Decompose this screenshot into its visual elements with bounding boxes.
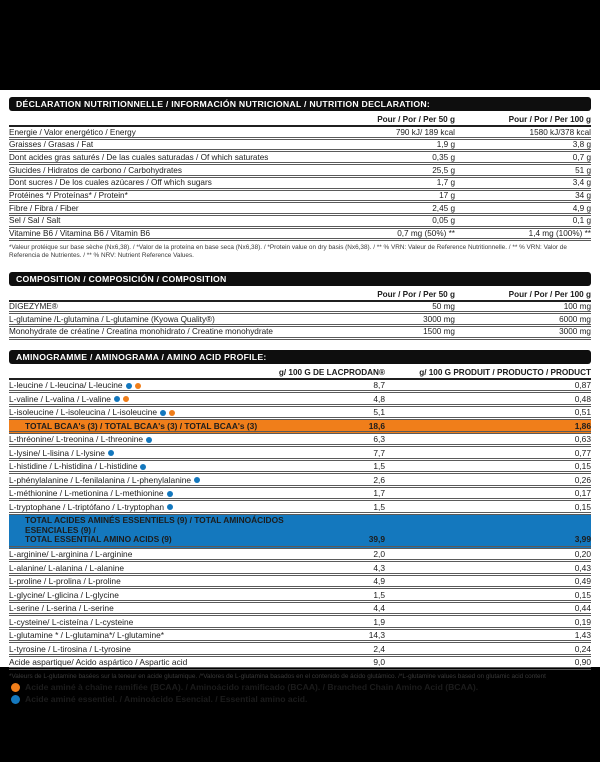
table-row xyxy=(9,603,591,617)
row-value-lacprodan: 4,4 xyxy=(373,603,385,614)
column-header-per-100g: Pour / Por / Per 100 g xyxy=(508,115,591,124)
row-value-50g: 3000 mg xyxy=(423,314,455,324)
row-label: L-thréonine/ L-treonina / L-threonine xyxy=(9,434,144,445)
table-row xyxy=(9,165,591,178)
table-row xyxy=(9,589,591,603)
row-value-50g: 0,7 mg (50%) ** xyxy=(397,229,455,239)
row-value-50g: 1,9 g xyxy=(436,140,455,150)
essential-dot-icon xyxy=(126,383,132,389)
row-label: L-alanine/ L-alanina / L-alanine xyxy=(9,562,125,573)
row-value-product: 0,87 xyxy=(574,380,591,391)
row-value-lacprodan: 39,9 xyxy=(368,534,385,545)
row-value-product: 1,43 xyxy=(574,630,591,641)
table-row xyxy=(9,576,591,590)
row-value-product: 0,15 xyxy=(574,589,591,600)
row-label: L-arginine/ L-arginina / L-arginine xyxy=(9,549,133,560)
row-label-line2: TOTAL ESSENTIAL AMINO ACIDS (9) xyxy=(25,534,172,545)
legend-bcaa-text: Acide aminé à chaîne ramifiée (BCAA). / Aminoácido ramificado (BCAA). / Branched Chain Amino Acid (BCAA). xyxy=(25,681,479,692)
section-header-nutrition-declaration: DÉCLARATION NUTRITIONNELLE / INFORMACIÓN NUTRICIONAL / NUTRITION DECLARATION: xyxy=(9,97,591,111)
row-value-product: 0,63 xyxy=(574,434,591,445)
row-value-lacprodan: 2,6 xyxy=(373,474,385,485)
row-label: L-tryptophane / L-triptófano / L-tryptophan xyxy=(9,501,165,512)
column-header-per-100g: Pour / Por / Per 100 g xyxy=(508,289,591,299)
row-value-lacprodan: 4,3 xyxy=(373,562,385,573)
table-row xyxy=(9,327,591,340)
table-row xyxy=(9,630,591,644)
row-label: L-méthionine / L-metionina / L-methionine xyxy=(9,488,164,499)
essential-dot-icon xyxy=(146,437,152,443)
total-essential-row xyxy=(9,515,591,549)
row-label: Acide aspartique/ Acido aspártico / Aspartic acid xyxy=(9,657,188,668)
row-label: L-glutamine /L-glutamina / L-glutamine (Kyowa Quality®) xyxy=(9,314,215,324)
row-value-100g: 0,7 g xyxy=(572,152,591,162)
row-value-lacprodan: 2,0 xyxy=(373,549,385,560)
row-value-lacprodan: 9,0 xyxy=(373,657,385,668)
table-row xyxy=(9,393,591,407)
row-value-50g: 25,5 g xyxy=(432,165,455,175)
row-value-100g: 1,4 mg (100%) ** xyxy=(528,229,591,239)
spacer xyxy=(9,340,591,350)
table-row xyxy=(9,314,591,327)
table-row xyxy=(9,302,591,315)
row-value-100g: 100 mg xyxy=(563,302,591,312)
amino-footnote: *Valeurs de L-glutamine basées sur la teneur en acide glutamique. /*Valores de L-glutamina basados en el contenido de ácido glutámico. /*L-glutamine values based on glutamic acid content xyxy=(9,673,546,681)
row-label: L-cysteine/ L-cisteína / L-cysteine xyxy=(9,616,134,627)
row-value-100g: 0,1 g xyxy=(572,216,591,226)
row-value-product: 0,49 xyxy=(574,576,591,587)
row-value-product: 0,44 xyxy=(574,603,591,614)
row-value-50g: 1500 mg xyxy=(423,327,455,337)
table-row xyxy=(9,178,591,191)
row-value-50g: 790 kJ/ 189 kcal xyxy=(395,127,455,137)
row-value-50g: 0,05 g xyxy=(432,216,455,226)
row-label: L-tyrosine / L-tirosina / L-tyrosine xyxy=(9,643,131,654)
row-value-100g: 34 g xyxy=(575,191,591,201)
row-value-100g: 3,4 g xyxy=(572,178,591,188)
row-value-50g: 17 g xyxy=(439,191,455,201)
row-value-lacprodan: 4,8 xyxy=(373,393,385,404)
row-label: L-glutamine * / L-glutamina*/ L-glutamine* xyxy=(9,630,165,641)
column-header-per-50g: Pour / Por / Per 50 g xyxy=(377,289,455,299)
row-value-lacprodan: 8,7 xyxy=(373,380,385,391)
row-value-product: 0,90 xyxy=(574,657,591,668)
table-row xyxy=(9,407,591,421)
table-row xyxy=(9,380,591,394)
row-value-lacprodan: 1,5 xyxy=(373,589,385,600)
essential-dot-icon xyxy=(194,477,200,483)
row-label: Fibre / Fibra / Fiber xyxy=(9,203,79,213)
table-row xyxy=(9,501,591,515)
row-value-lacprodan: 5,1 xyxy=(373,407,385,418)
row-value-lacprodan: 4,9 xyxy=(373,576,385,587)
row-value-product: 0,15 xyxy=(574,461,591,472)
essential-dot-icon xyxy=(167,504,173,510)
row-value-lacprodan: 2,4 xyxy=(373,643,385,654)
table-row xyxy=(9,434,591,448)
table-row xyxy=(9,152,591,165)
row-value-product: 0,77 xyxy=(574,447,591,458)
row-value-lacprodan: 14,3 xyxy=(368,630,385,641)
row-value-100g: 6000 mg xyxy=(559,314,591,324)
essential-dot-icon xyxy=(160,410,166,416)
table-row xyxy=(9,562,591,576)
table-row xyxy=(9,229,591,242)
row-label-line1: TOTAL ACIDES AMINÉS ESSENTIELS (9) / TOTAL AMINOÁCIDOS ESENCIALES (9) / xyxy=(25,515,284,535)
row-label: L-isoleucine / L-isoleucina / L-isoleucine xyxy=(9,407,158,418)
row-value-lacprodan: 6,3 xyxy=(373,434,385,445)
row-value-product: 0,24 xyxy=(574,643,591,654)
row-label: Monohydrate de créatine / Creatina monohidrato / Creatine monohydrate xyxy=(9,327,273,337)
row-value-product: 1,86 xyxy=(574,420,591,431)
row-value-100g: 3,8 g xyxy=(572,140,591,150)
spacer xyxy=(9,260,591,272)
composition-column-headers xyxy=(9,286,591,302)
row-label: Vitamine B6 / Vitamina B6 / Vitamin B6 xyxy=(9,229,151,239)
table-row xyxy=(9,216,591,229)
essential-dot-icon xyxy=(108,450,114,456)
table-row xyxy=(9,474,591,488)
row-value-100g: 3000 mg xyxy=(559,327,591,337)
row-value-50g: 50 mg xyxy=(432,302,455,312)
nutrition-footnote: *Valeur protéique sur base sèche (Nx6,38). / *Valor de la proteína en base seca (Nx6,38). / *Protein value on dry basis (Nx6,38). / ** % VRN: Valeur de Reference Nutritionnelle. / ** % VRN: Valor de Referencia de Nutrientes. / ** % NRV: Nutrient Reference Values. xyxy=(9,244,567,259)
row-value-product: 0,48 xyxy=(574,393,591,404)
row-label: Graisses / Grasas / Fat xyxy=(9,140,94,150)
row-value-100g: 4,9 g xyxy=(572,203,591,213)
row-value-50g: 0,35 g xyxy=(432,152,455,162)
table-row xyxy=(9,127,591,140)
table-row xyxy=(9,461,591,475)
row-value-lacprodan: 1,5 xyxy=(373,501,385,512)
row-label: Protéines */ Proteínas* / Protein* xyxy=(9,191,128,201)
nutrition-label-panel xyxy=(0,90,600,704)
row-label: L-histidine / L-histidina / L-histidine xyxy=(9,461,138,472)
row-label: DIGEZYME® xyxy=(9,302,58,312)
row-label: L-serine / L-serina / L-serine xyxy=(9,603,114,614)
row-value-product: 0,17 xyxy=(574,488,591,499)
row-value-lacprodan: 18,6 xyxy=(368,420,385,431)
row-value-product: 0,20 xyxy=(574,549,591,560)
row-label: Energie / Valor energético / Energy xyxy=(9,127,136,137)
row-label: TOTAL BCAA's (3) / TOTAL BCAA's (3) / TOTAL BCAA's (3) xyxy=(25,420,258,431)
row-label: L-leucine / L-leucina/ L-leucine xyxy=(9,380,123,391)
legend-bcaa xyxy=(9,682,591,693)
table-row xyxy=(9,549,591,563)
section-header-composition: COMPOSITION / COMPOSICIÓN / COMPOSITION xyxy=(9,272,591,286)
essential-dot-icon xyxy=(11,695,20,704)
row-label: Dont sucres / De los cuales azúcares / Off which sugars xyxy=(9,178,212,188)
row-label: L-lysine/ L-lisina / L-lysine xyxy=(9,447,105,458)
nutrition-column-headers xyxy=(9,111,591,127)
row-label: Sel / Sal / Salt xyxy=(9,216,61,226)
row-label: L-phénylalanine / L-fenilalanina / L-phenylalanine xyxy=(9,474,192,485)
row-value-product: 0,15 xyxy=(574,501,591,512)
total-bcaa-row xyxy=(9,420,591,434)
table-row xyxy=(9,488,591,502)
column-header-per-100g-product: g/ 100 G PRODUIT / PRODUCTO / PRODUCT xyxy=(419,367,591,377)
table-row xyxy=(9,203,591,216)
row-value-product: 0,26 xyxy=(574,474,591,485)
table-row xyxy=(9,657,591,671)
row-label: Dont acides gras saturés / De las cuales saturadas / Of which saturates xyxy=(9,152,269,162)
essential-dot-icon xyxy=(114,396,120,402)
row-value-product: 0,43 xyxy=(574,562,591,573)
row-value-product: 0,19 xyxy=(574,616,591,627)
row-value-100g: 51 g xyxy=(575,165,591,175)
row-value-lacprodan: 1,9 xyxy=(373,616,385,627)
section-header-aminogram: AMINOGRAMME / AMINOGRAMA / AMINO ACID PROFILE: xyxy=(9,350,591,364)
bcaa-dot-icon xyxy=(123,396,129,402)
essential-dot-icon xyxy=(140,464,146,470)
row-value-lacprodan: 1,5 xyxy=(373,461,385,472)
legend-essential xyxy=(9,694,591,705)
row-value-lacprodan: 1,7 xyxy=(373,488,385,499)
table-row xyxy=(9,140,591,153)
column-header-per-100g-lacprodan: g/ 100 G DE LACPRODAN® xyxy=(278,367,385,377)
row-value-100g: 1580 kJ/378 kcal xyxy=(529,127,591,137)
row-label: Glucides / Hidratos de carbono / Carbohydrates xyxy=(9,165,182,175)
table-row xyxy=(9,447,591,461)
row-value-product: 3,99 xyxy=(574,534,591,545)
table-row xyxy=(9,643,591,657)
amino-column-headers xyxy=(9,364,591,380)
bcaa-dot-icon xyxy=(169,410,175,416)
bcaa-dot-icon xyxy=(135,383,141,389)
row-label: L-valine / L-valina / L-valine xyxy=(9,393,111,404)
table-row xyxy=(9,191,591,204)
bcaa-dot-icon xyxy=(11,683,20,692)
row-label: L-proline / L-prolina / L-proline xyxy=(9,576,121,587)
row-value-50g: 2,45 g xyxy=(432,203,455,213)
row-value-lacprodan: 7,7 xyxy=(373,447,385,458)
essential-dot-icon xyxy=(167,491,173,497)
row-value-50g: 1,7 g xyxy=(436,178,455,188)
legend-essential-text: Acide aminé essentiel. / Aminoácido Esencial. / Essential amino acid. xyxy=(25,693,308,704)
row-value-product: 0,51 xyxy=(574,407,591,418)
row-label: L-glycine/ L-glicina / L-glycine xyxy=(9,589,119,600)
table-row xyxy=(9,616,591,630)
column-header-per-50g: Pour / Por / Per 50 g xyxy=(377,115,455,124)
